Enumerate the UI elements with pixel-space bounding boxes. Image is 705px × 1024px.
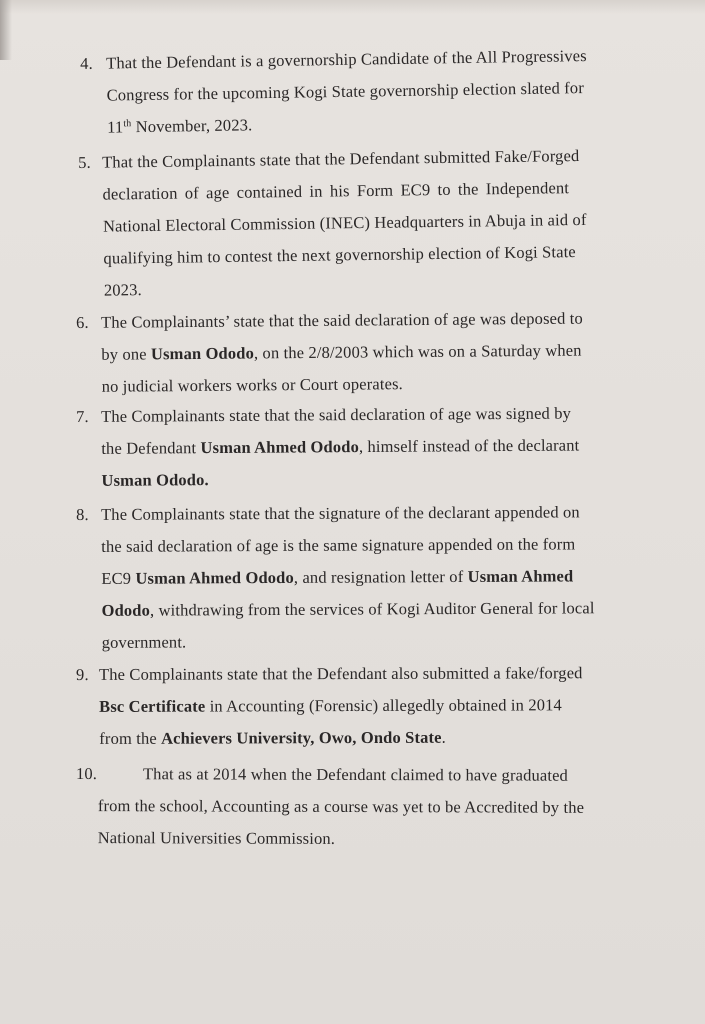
paragraph-line (101, 470, 208, 491)
text-run: , and resignation letter of (293, 566, 468, 587)
paragraph-line (101, 566, 573, 588)
text-run: , himself instead of the declarant (358, 435, 580, 457)
paragraph-line: declaration of age contained in his Form EC9 to the Independent (102, 178, 570, 204)
paragraph-number: 5. (78, 152, 91, 172)
paragraph-line: The Complainants state that the said declaration of age was signed by (100, 403, 572, 426)
text-run: , on the 2/8/2003 which was on a Saturday when (253, 340, 582, 363)
paragraph-line (101, 341, 581, 365)
paragraph-number: 8. (76, 504, 89, 524)
date-suffix: th (123, 118, 132, 130)
paragraph-number: 6. (76, 312, 89, 332)
text-run: , withdrawing from the services of Kogi Auditor General for local (149, 598, 595, 620)
date-day: 11 (107, 117, 124, 137)
paragraph-line (102, 598, 595, 621)
paragraph-number: 10. (75, 764, 98, 784)
text-run: by one (101, 344, 152, 364)
text-run: the Defendant (101, 438, 201, 458)
text-run: in Accounting (Forensic) allegedly obtained in 2014 (205, 695, 562, 716)
bold-name: Usman Ahmed Ododo (135, 567, 294, 588)
paragraph-line (99, 728, 446, 749)
date-rest: November, 2023. (131, 115, 253, 137)
bold-name: Achievers University, Owo, Ondo State (161, 727, 442, 748)
bold-name: Usman Ododo. (101, 470, 209, 490)
text-run: . (441, 727, 446, 747)
paragraph-line: the said declaration of age is the same signature appended on the form (101, 534, 576, 556)
paragraph-line: Congress for the upcoming Kogi State governorship election slated for (106, 78, 585, 105)
text-run: EC9 (101, 568, 136, 588)
paragraph-line: The Complainants state that the signature of the declarant appended on (100, 502, 580, 524)
bold-name: Bsc Certificate (99, 696, 206, 716)
paragraph-line: That the Defendant is a governorship Candidate of the All Progressives (105, 46, 587, 73)
paragraph-line: no judicial workers works or Court operates. (101, 374, 403, 396)
paragraph-line: National Universities Commission. (97, 828, 336, 848)
paragraph-line (101, 435, 579, 458)
paragraph-line: The Complainants’ state that the said declaration of age was deposed to (100, 308, 583, 332)
paragraph-line: The Complainants state that the Defendant also submitted a fake/forged (98, 663, 583, 684)
bold-name: Ododo (101, 600, 151, 620)
bold-name: Usman Ahmed Ododo (200, 437, 360, 458)
paragraph-line: government. (101, 632, 187, 652)
paragraph-line: 2023. (103, 280, 142, 300)
bold-name: Usman Ododo (150, 343, 255, 364)
paragraph-line: National Electoral Commission (INEC) Headquarters in Abuja in aid of (102, 209, 587, 236)
paragraph-number: 9. (76, 664, 89, 684)
page-left-shadow (0, 0, 12, 60)
paragraph-line: That the Complainants state that the Defendant submitted Fake/Forged (101, 146, 580, 172)
paragraph-line: from the school, Accounting as a course was yet to be Accredited by the (97, 796, 585, 817)
paragraph-line (99, 695, 562, 717)
paragraph-line: That as at 2014 when the Defendant claimed to have graduated (142, 764, 569, 785)
paragraph-number: 7. (76, 406, 89, 426)
paragraph-line: qualifying him to contest the next governorship election of Kogi State (103, 242, 576, 268)
paragraph-number: 4. (80, 53, 93, 73)
page-top-shadow (0, 0, 705, 14)
bold-name: Usman Ahmed (467, 566, 574, 586)
paragraph-line (107, 115, 252, 137)
text-run: from the (99, 728, 162, 748)
